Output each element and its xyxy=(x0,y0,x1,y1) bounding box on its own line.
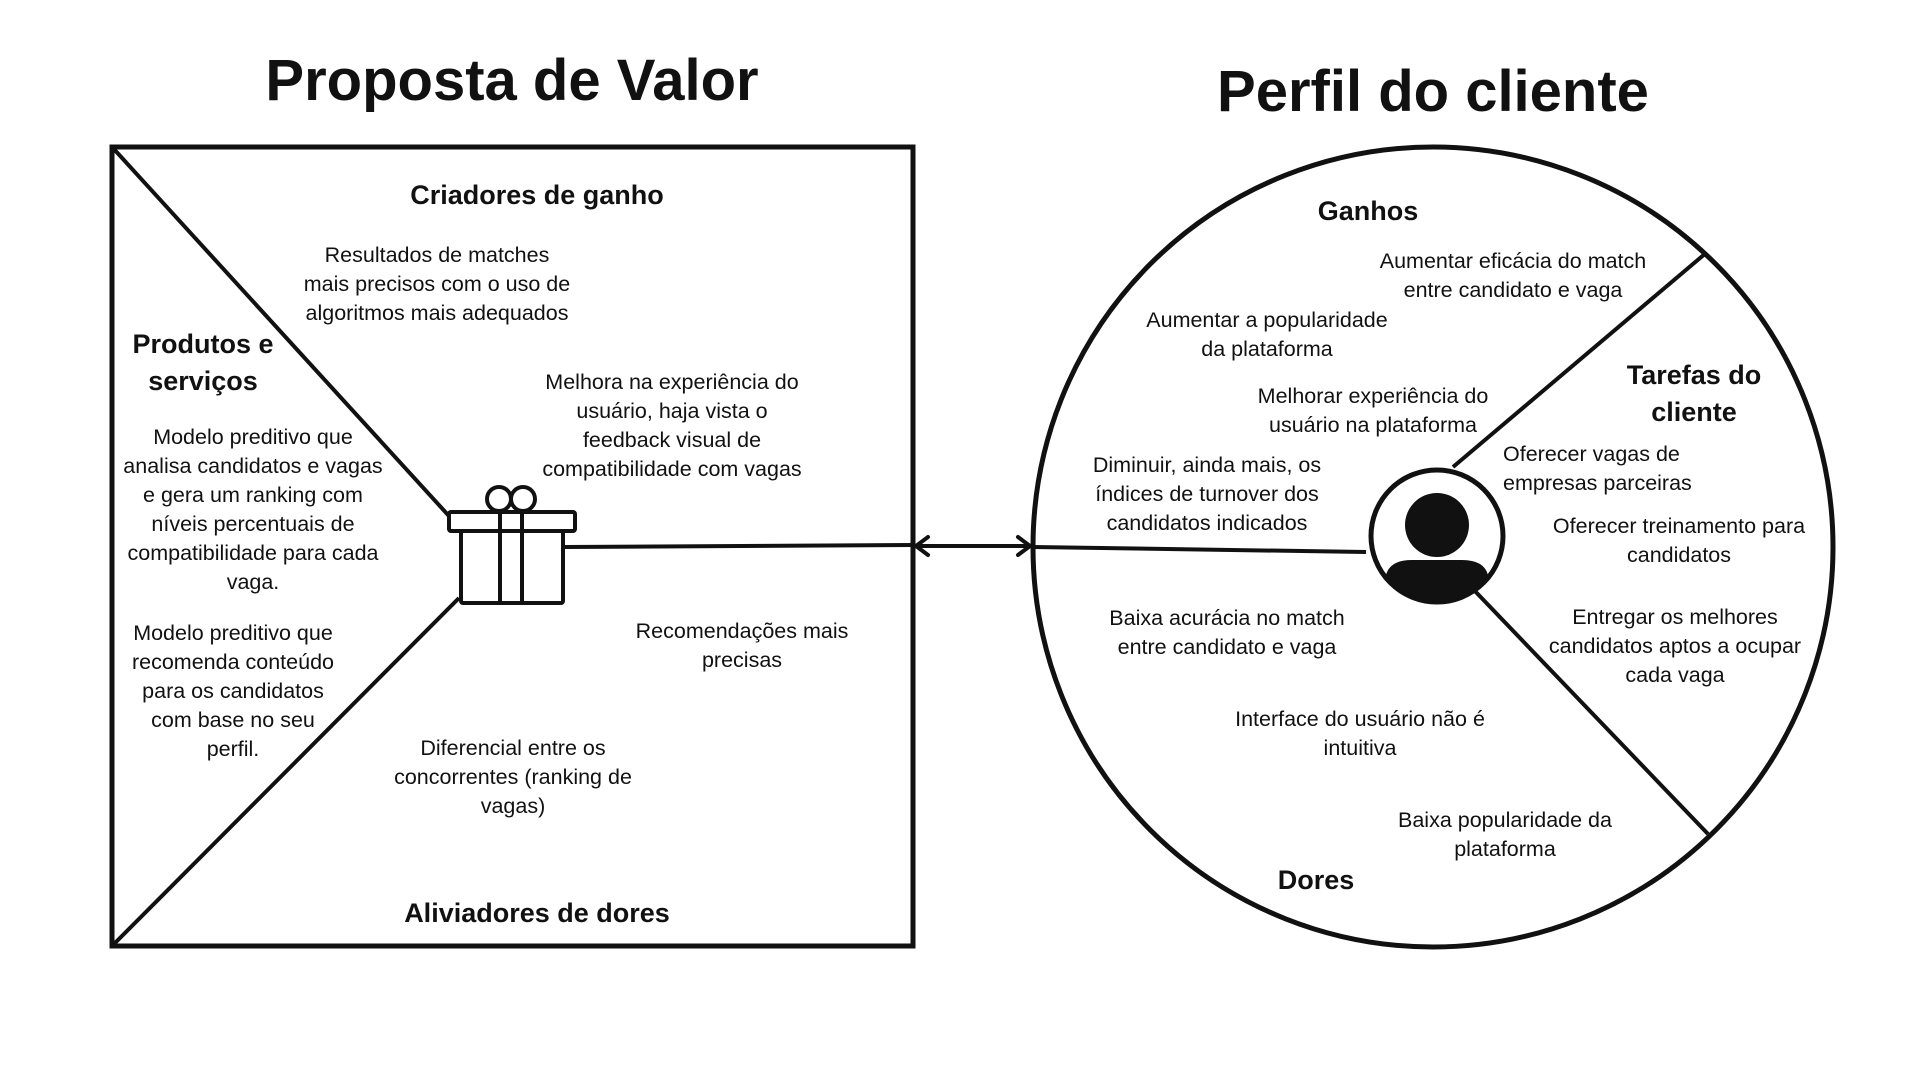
customer-job-item: Oferecer vagas de empresas parceiras xyxy=(1503,442,1692,495)
pain-relievers-heading: Aliviadores de dores xyxy=(404,898,670,928)
pain-item: Baixa popularidade da plataforma xyxy=(1398,808,1612,861)
value-proposition-title: Proposta de Valor xyxy=(265,48,759,113)
gain-item: Melhorar experiência do usuário na plataforma xyxy=(1257,384,1489,437)
products-services-heading: Produtos e serviços xyxy=(132,329,274,396)
pain-reliever-item: Diferencial entre os concorrentes (ranking de vagas) xyxy=(394,736,632,818)
gain-creator-item: Melhora na experiência do usuário, haja vista o feedback visual de compatibilidade com vagas xyxy=(542,370,802,481)
gain-creators-heading: Criadores de ganho xyxy=(410,180,664,210)
customer-job-item: Oferecer treinamento para candidatos xyxy=(1552,514,1806,567)
product-service-item: Modelo preditivo que analisa candidatos e vagas e gera um ranking com níveis percentuais de compatibilidade para cada vaga. xyxy=(123,425,383,594)
pains-heading: Dores xyxy=(1277,865,1355,895)
customer-jobs-heading: Tarefas do cliente xyxy=(1626,360,1762,427)
pain-reliever-item: Recomendações mais precisas xyxy=(635,619,849,672)
gift-icon xyxy=(449,487,575,603)
gain-item: Aumentar eficácia do match entre candidato e vaga xyxy=(1379,249,1647,302)
double-arrow-icon xyxy=(916,537,1030,555)
gain-creator-item: Resultados de matches mais precisos com o uso de algoritmos mais adequados xyxy=(303,243,571,325)
customer-profile-title: Perfil do cliente xyxy=(1217,59,1649,124)
product-service-item: Modelo preditivo que recomenda conteúdo para os candidatos com base no seu perfil. xyxy=(131,621,334,761)
divider-gains-pains xyxy=(1033,547,1366,552)
pain-item: Baixa acurácia no match entre candidato e vaga xyxy=(1109,606,1345,659)
user-avatar-icon xyxy=(1371,470,1503,602)
customer-job-item: Entregar os melhores candidatos aptos a ocupar cada vaga xyxy=(1548,605,1802,687)
gain-item: Aumentar a popularidade da plataforma xyxy=(1146,308,1388,361)
pain-item: Interface do usuário não é intuitiva xyxy=(1235,707,1485,760)
gain-item: Diminuir, ainda mais, os índices de turnover dos candidatos indicados xyxy=(1092,453,1322,535)
gains-heading: Ganhos xyxy=(1317,196,1419,226)
divider-gain-pains xyxy=(565,545,913,547)
